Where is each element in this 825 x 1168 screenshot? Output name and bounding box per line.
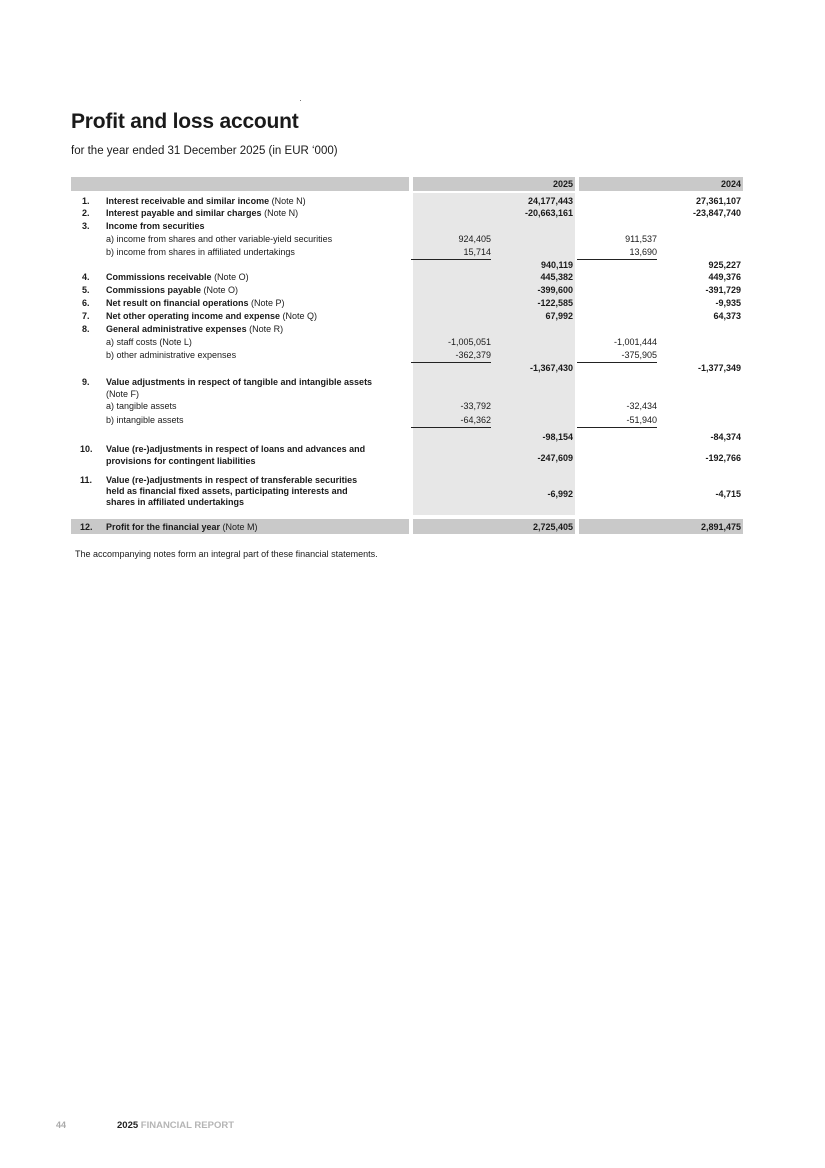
detail-2024: 13,690 <box>577 247 657 260</box>
page-number: 44 <box>56 1120 67 1130</box>
row-number: 12. <box>80 522 93 532</box>
row-label: Net other operating income and expense (Note Q) <box>106 311 318 321</box>
total-2025: -399,600 <box>537 285 573 295</box>
total-2025: -6,992 <box>547 489 573 499</box>
row-label-continued: provisions for contingent liabilities <box>106 456 256 466</box>
total-2025: 445,382 <box>540 272 573 282</box>
detail-2025: 15,714 <box>411 247 491 260</box>
detail-2025: -362,379 <box>411 350 491 363</box>
total-2024: 64,373 <box>713 311 741 321</box>
row-label-continued: shares in affiliated undertakings <box>106 497 245 507</box>
column-header-2025: 2025 <box>552 179 573 189</box>
sub-row-label: b) income from shares in affiliated undertakings <box>106 247 295 257</box>
subtotal-2024: -84,374 <box>710 432 741 442</box>
total-2025: -20,663,161 <box>524 208 573 218</box>
subtotal-2025: -98,154 <box>542 432 573 442</box>
row-number: 11. <box>80 475 93 485</box>
row-label: Value (re-)adjustments in respect of loans and advances and <box>106 444 366 454</box>
detail-2024: -1,001,444 <box>613 337 657 347</box>
column-header-2024: 2024 <box>720 179 741 189</box>
total-2024: -9,935 <box>715 298 741 308</box>
row-number: 4. <box>82 272 90 282</box>
footer-report-title: 2025 FINANCIAL REPORT <box>117 1120 235 1131</box>
total-2025: 24,177,443 <box>527 196 573 206</box>
sub-row-label: a) income from shares and other variable-yield securities <box>106 234 333 244</box>
page-subtitle: for the year ended 31 December 2025 (in EUR ‘000) <box>71 145 338 157</box>
profit-label: Profit for the financial year (Note M) <box>106 522 258 532</box>
subtotal-2025: 940,119 <box>540 260 573 270</box>
total-2024: -4,715 <box>715 489 741 499</box>
profit-2025: 2,725,405 <box>532 522 573 532</box>
total-2024: 449,376 <box>708 272 741 282</box>
row-label: Value adjustments in respect of tangible and intangible assets <box>106 377 373 387</box>
row-label-continued: held as financial fixed assets, participating interests and <box>106 486 348 496</box>
sub-row-label: a) staff costs (Note L) <box>106 337 192 347</box>
profit-2024: 2,891,475 <box>700 522 741 532</box>
detail-2025: 924,405 <box>458 234 491 244</box>
row-label: Interest payable and similar charges (Note N) <box>106 208 299 218</box>
stray-dot <box>300 100 301 101</box>
detail-2024: 911,537 <box>625 234 657 244</box>
row-number: 1. <box>82 196 90 206</box>
row-number: 8. <box>82 324 90 334</box>
detail-2025: -64,362 <box>411 415 491 428</box>
row-label-continued: (Note F) <box>106 389 140 399</box>
detail-2025: -33,792 <box>460 401 491 411</box>
detail-2025: -1,005,051 <box>447 337 491 347</box>
subtotal-2025: -1,367,430 <box>529 363 573 373</box>
row-label: Commissions payable (Note O) <box>106 285 239 295</box>
row-label: General administrative expenses (Note R) <box>106 324 284 334</box>
detail-2024: -51,940 <box>577 415 657 428</box>
detail-2024: -375,905 <box>577 350 657 363</box>
row-label: Commissions receivable (Note O) <box>106 272 249 282</box>
row-number: 5. <box>82 285 90 295</box>
header-band-2025 <box>413 177 575 191</box>
footnote: The accompanying notes form an integral part of these financial statements. <box>75 549 378 559</box>
total-2024: 27,361,107 <box>695 196 741 206</box>
row-number: 9. <box>82 377 90 387</box>
subtotal-2024: 925,227 <box>708 260 741 270</box>
row-number: 10. <box>80 444 93 454</box>
header-band-2024 <box>579 177 743 191</box>
detail-2024: -32,434 <box>626 401 657 411</box>
page-title: Profit and loss account <box>71 110 299 133</box>
total-2024: -23,847,740 <box>692 208 741 218</box>
profit-loss-table <box>71 177 743 537</box>
row-label: Value (re-)adjustments in respect of transferable securities <box>106 475 358 485</box>
total-2024: -192,766 <box>705 453 741 463</box>
header-band-label <box>71 177 409 191</box>
total-2025: -122,585 <box>537 298 573 308</box>
row-label: Income from securities <box>106 221 205 231</box>
total-2025: -247,609 <box>537 453 573 463</box>
sub-row-label: a) tangible assets <box>106 401 177 411</box>
row-label: Interest receivable and similar income (Note N) <box>106 196 306 206</box>
row-number: 3. <box>82 221 90 231</box>
sub-row-label: b) intangible assets <box>106 415 184 425</box>
row-number: 2. <box>82 208 90 218</box>
row-number: 6. <box>82 298 90 308</box>
row-label: Net result on financial operations (Note P) <box>106 298 285 308</box>
subtotal-2024: -1,377,349 <box>697 363 741 373</box>
row-number: 7. <box>82 311 90 321</box>
sub-row-label: b) other administrative expenses <box>106 350 237 360</box>
total-2024: -391,729 <box>705 285 741 295</box>
total-2025: 67,992 <box>545 311 573 321</box>
